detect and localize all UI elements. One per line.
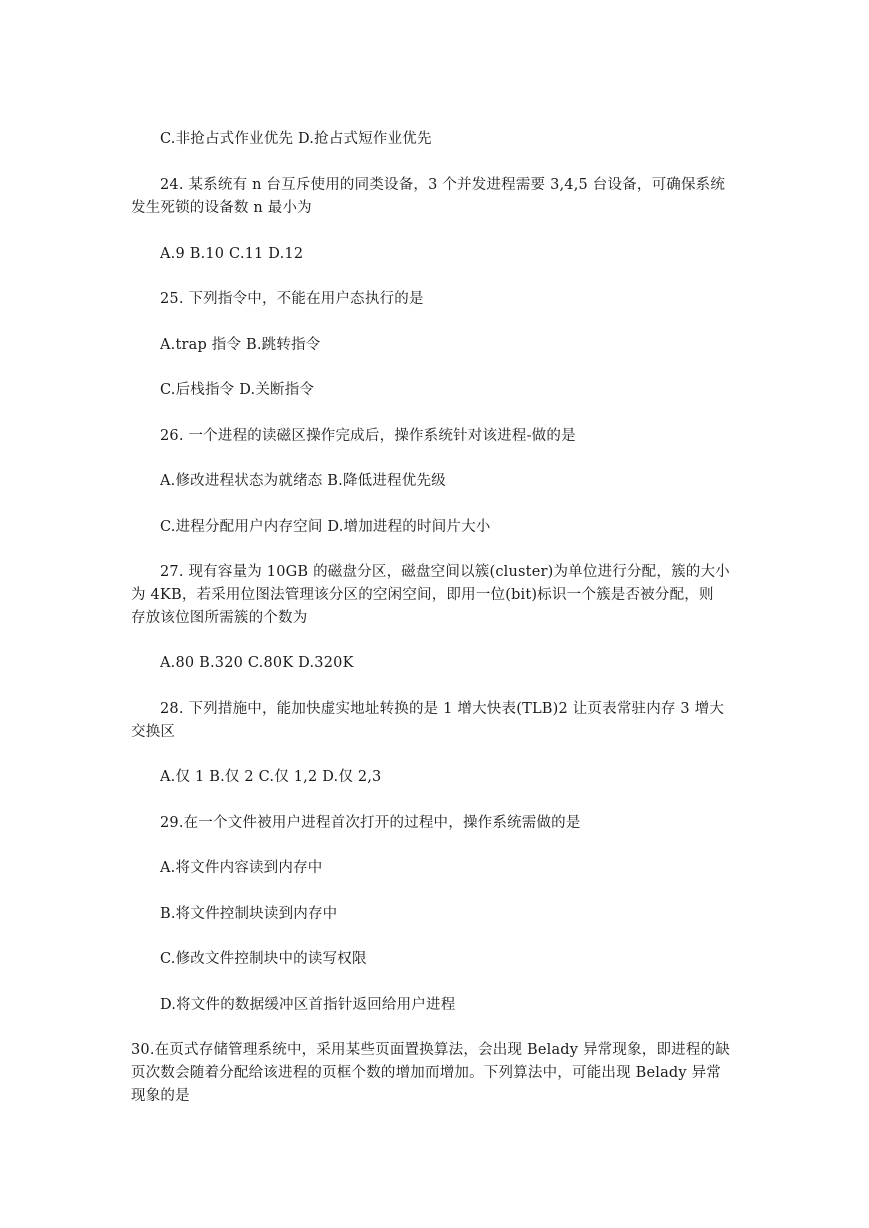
question-29: 29.在一个文件被用户进程首次打开的过程中，操作系统需做的是	[160, 815, 581, 831]
options-28: A.仅 1 B.仅 2 C.仅 1,2 D.仅 2,3	[160, 769, 382, 785]
option-29-a: A.将文件内容读到内存中	[160, 860, 323, 876]
options-25-cd: C.后栈指令 D.关断指令	[160, 382, 315, 398]
options-26-ab: A.修改进程状态为就绪态 B.降低进程优先级	[160, 473, 446, 489]
question-28-line-1: 28. 下列措施中，能加快虚实地址转换的是 1 增大快表(TLB)2 让页表常驻内存 3 增大	[160, 701, 725, 717]
question-27-line-2: 为 4KB，若采用位图法管理该分区的空闲空间，即用一位(bit)标识一个簇是否被分配，则	[131, 587, 714, 603]
option-29-b: B.将文件控制块读到内存中	[160, 906, 338, 922]
question-26: 26. 一个进程的读磁区操作完成后，操作系统针对该进程-做的是	[160, 428, 576, 444]
options-25-ab: A.trap 指令 B.跳转指令	[160, 337, 321, 353]
options-26-cd: C.进程分配用户内存空间 D.增加进程的时间片大小	[160, 519, 491, 535]
question-30-line-3: 现象的是	[131, 1088, 190, 1104]
question-30-line-2: 页次数会随着分配给该进程的页框个数的增加而增加。下列算法中，可能出现 Belady 异常	[131, 1065, 722, 1081]
question-24-line-2: 发生死锁的设备数 n 最小为	[131, 200, 312, 216]
option-29-d: D.将文件的数据缓冲区首指针返回给用户进程	[160, 997, 456, 1013]
options-27: A.80 B.320 C.80K D.320K	[160, 655, 354, 671]
option-line-23-cd: C.非抢占式作业优先 D.抢占式短作业优先	[160, 131, 432, 147]
options-24: A.9 B.10 C.11 D.12	[160, 246, 304, 262]
question-24-line-1: 24. 某系统有 n 台互斥使用的同类设备，3 个并发进程需要 3,4,5 台设备，可确保系统	[160, 177, 726, 193]
question-25: 25. 下列指令中，不能在用户态执行的是	[160, 291, 424, 307]
question-28-line-2: 交换区	[131, 724, 176, 740]
question-27-line-1: 27. 现有容量为 10GB 的磁盘分区，磁盘空间以簇(cluster)为单位进行分配，簇的大小	[160, 564, 730, 580]
option-29-c: C.修改文件控制块中的读写权限	[160, 951, 367, 967]
question-30-line-1: 30.在页式存储管理系统中，采用某些页面置换算法，会出现 Belady 异常现象，即进程的缺	[131, 1042, 730, 1058]
question-27-line-3: 存放该位图所需簇的个数为	[131, 610, 308, 626]
